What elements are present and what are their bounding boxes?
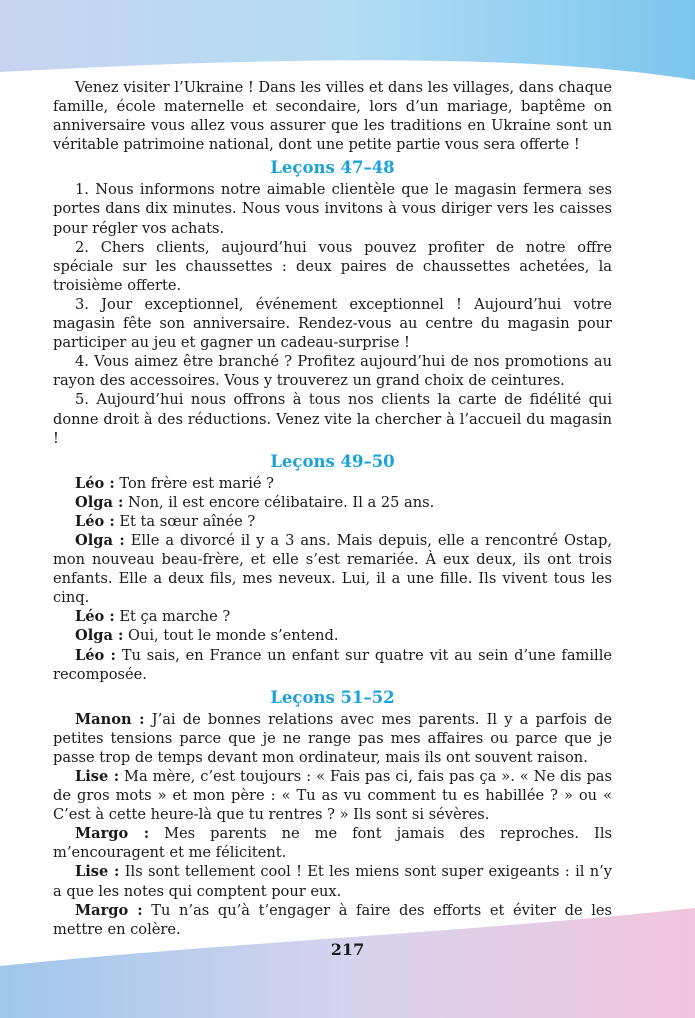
page-content [53, 78, 612, 939]
dialogue-text: Ils sont tellement cool ! Et les miens sont super exigeants : il n’y a que les notes qui comptent pour eux. [53, 863, 612, 900]
dialogue-line [53, 493, 612, 512]
dialogue-text: Mes parents ne me font jamais des reproches. Ils m’encouragent et me félicitent. [53, 825, 612, 862]
speaker-name: Olga : [75, 627, 124, 645]
dialogue-line [53, 901, 612, 939]
page-number: 217 [330, 940, 365, 959]
dialogue-text: Et ça marche ? [114, 608, 231, 626]
dialogue-text: Oui, tout le monde s’entend. [123, 627, 339, 645]
dialogue-text: Ma mère, c’est toujours : « Fais pas ci, fais pas ça ». « Ne dis pas de gros mots » et mon père : « Tu as vu comment tu es habillée ? » ou « C’est à cette heure-là que tu rentres ? » Ils sont si sévères. [53, 768, 612, 824]
dialogue-text: Tu sais, en France un enfant sur quatre vit au sein d’une famille recomposée. [53, 646, 612, 683]
speaker-name: Léo : [75, 512, 115, 530]
speaker-name: Olga : [75, 493, 124, 511]
section-title: Leçons 49–50 [270, 451, 395, 471]
dialogue-line [53, 626, 612, 645]
dialogue-line [53, 512, 612, 531]
speaker-name: Léo : [75, 646, 116, 664]
dialogue-line [53, 710, 612, 767]
speaker-name: Léo : [75, 608, 115, 626]
top-decorative-band [0, 0, 695, 80]
announcement-paragraph: 4. Vous aimez être branché ? Profitez aujourd’hui de nos promotions au rayon des accessoires. Vous y trouverez un grand choix de ceintures. [53, 353, 612, 390]
speaker-name: Margo : [75, 825, 150, 843]
speaker-name: Lise : [75, 863, 120, 881]
announcement-paragraph: 3. Jour exceptionnel, événement exceptionnel ! Aujourd’hui votre magasin fête son anniversaire. Rendez-vous au centre du magasin pour participer au jeu et gagner un cadeau-surprise ! [53, 295, 612, 352]
dialogue-text: Et ta sœur aînée ? [114, 512, 256, 530]
dialogue-text: Tu n’as qu’à t’engager à faire des efforts et éviter de les mettre en colère. [53, 901, 612, 938]
announcement-paragraph: 5. Aujourd’hui nous offrons à tous nos clients la carte de fidélité qui donne droit à des réductions. Venez vite la chercher à l’accueil du magasin ! [53, 391, 612, 447]
section-title: Leçons 47–48 [270, 158, 395, 178]
dialogue-text: Elle a divorcé il y a 3 ans. Mais depuis, elle a rencontré Ostap, mon nouveau beau-frère, et elle s’est remariée. À eux deux, ils ont trois enfants. Elle a deux fils, mes neveux. Lui, il a une fille. Ils vivent tous les cinq. [53, 531, 612, 607]
dialogue-line [53, 824, 612, 862]
dialogue-line [53, 474, 612, 493]
dialogue-text: J’ai de bonnes relations avec mes parents. Il y a parfois de petites tensions parce que je ne range pas mes affaires ou parce que je passe trop de temps devant mon ordinateur, mais ils ont souvent raison. [53, 710, 612, 766]
speaker-name: Olga : [75, 531, 125, 549]
dialogue-text: Non, il est encore célibataire. Il a 25 ans. [123, 493, 435, 511]
speaker-name: Lise : [75, 768, 120, 785]
dialogue-line [53, 531, 612, 607]
intro-paragraph: Venez visiter l’Ukraine ! Dans les villes et dans les villages, dans chaque famille, école maternelle et secondaire, lors d’un mariage, baptême on anniversaire vous allez vous assurer que les traditions en Ukraine sont un véritable patrimoine national, dont une petite partie vous sera offerte ! [53, 79, 612, 154]
dialogue-line [53, 646, 612, 684]
dialogue-line [53, 862, 612, 900]
dialogue-line [53, 607, 612, 626]
section-title: Leçons 51–52 [270, 687, 395, 707]
speaker-name: Manon : [75, 710, 145, 728]
announcement-paragraph: 2. Chers clients, aujourd’hui vous pouvez profiter de notre offre spéciale sur les chaussettes : deux paires de chaussettes achetées, la troisième offerte. [53, 238, 612, 294]
dialogue-text: Ton frère est marié ? [114, 474, 274, 492]
announcement-paragraph: 1. Nous informons notre aimable clientèle que le magasin fermera ses portes dans dix minutes. Nous vous invitons à vous diriger vers les caisses pour régler vos achats. [53, 181, 612, 237]
speaker-name: Margo : [75, 901, 143, 919]
speaker-name: Léo : [75, 474, 115, 492]
dialogue-line [53, 767, 612, 824]
